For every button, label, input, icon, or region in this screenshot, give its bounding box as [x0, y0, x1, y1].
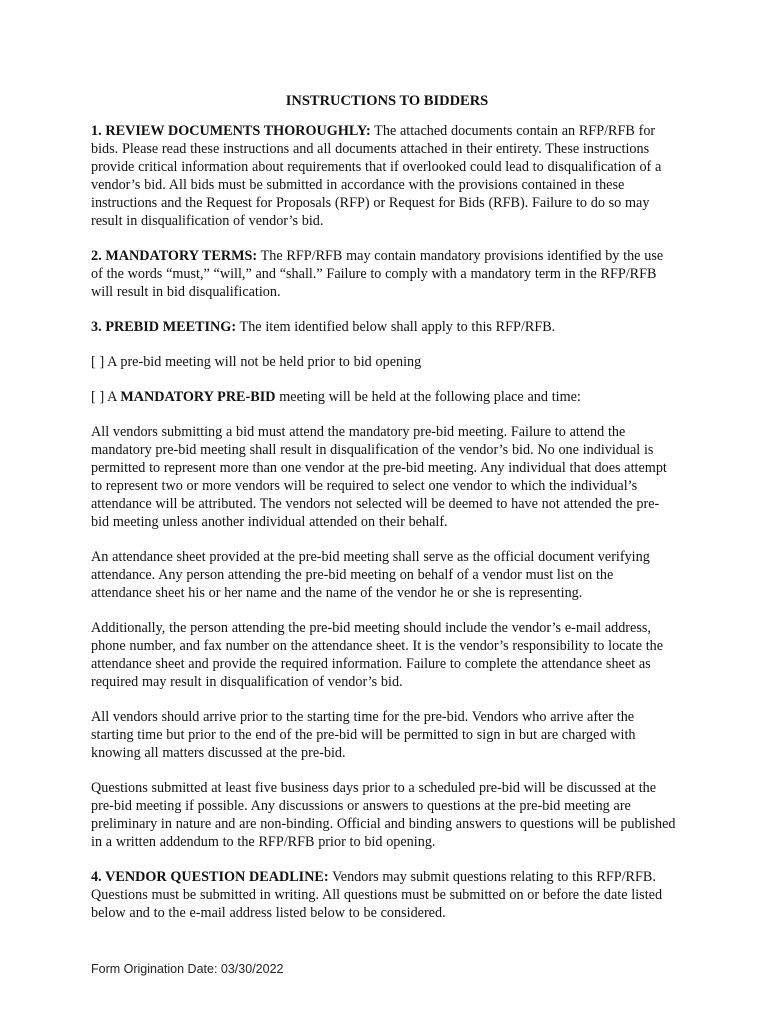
- prebid-paragraph-contact-info: Additionally, the person attending the pre-bid meeting should include the vendor’s e-mail address, phone number, and fax number on the attendance sheet. It is the vendor’s responsibility to locate the attendance sheet and provide the required information. Failure to complete the attendance sheet as required may result in disqualification of vendor’s bid.: [91, 620, 664, 690]
- document-body: [91, 92, 677, 937]
- option-suffix: meeting will be held at the following place and time:: [275, 389, 581, 405]
- option-prefix: [ ] A: [91, 389, 121, 405]
- form-origination-footer: Form Origination Date: 03/30/2022: [91, 962, 284, 976]
- prebid-paragraph-questions: Questions submitted at least five business days prior to a scheduled pre-bid will be discussed at the pre-bid meeting if possible. Any discussions or answers to questions at the pre-bid meeting are preliminary in nature and are non-binding. Official and binding answers to questions will be published in a written addendum to the RFP/RFB prior to bid opening.: [91, 780, 676, 850]
- section-heading: 4. VENDOR QUESTION DEADLINE:: [91, 869, 329, 885]
- section-heading: 3. PREBID MEETING:: [91, 319, 237, 335]
- section-mandatory-terms: [91, 247, 677, 301]
- section-text: The attached documents contain an RFP/RFB for bids. Please read these instructions and all documents attached in their entirety. These instructions provide critical information about requirements that if overlooked could lead to disqualification of a vendor’s bid. All bids must be submitted in accordance with the provisions contained in these instructions and the Request for Proposals (RFP) or Request for Bids (RFB). Failure to do so may result in disqualification of vendor’s bid.: [91, 123, 662, 229]
- prebid-option-not-held: [ ] A pre-bid meeting will not be held prior to bid opening: [91, 354, 422, 370]
- section-text: The RFP/RFB may contain mandatory provisions identified by the use of the words “must,” “will,” and “shall.” Failure to comply with a mandatory term in the RFP/RFB will result in bid disqualification.: [91, 248, 664, 300]
- section-text: Vendors may submit questions relating to this RFP/RFB. Questions must be submitted in writing. All questions must be submitted on or before the date listed below and to the e-mail address listed below to be considered.: [91, 869, 663, 921]
- prebid-paragraph-attendance-sheet: An attendance sheet provided at the pre-bid meeting shall serve as the official document verifying attendance. Any person attending the pre-bid meeting on behalf of a vendor must list on the attendance sheet his or her name and the name of the vendor he or she is representing.: [91, 549, 650, 601]
- section-heading: 1. REVIEW DOCUMENTS THOROUGHLY:: [91, 123, 371, 139]
- prebid-paragraph-arrival: All vendors should arrive prior to the starting time for the pre-bid. Vendors who arrive after the starting time but prior to the end of the pre-bid will be permitted to sign in but are charged with knowing all matters discussed at the pre-bid.: [91, 709, 636, 761]
- section-heading: 2. MANDATORY TERMS:: [91, 248, 258, 264]
- prebid-paragraph-attendance: All vendors submitting a bid must attend the mandatory pre-bid meeting. Failure to attend the mandatory pre-bid meeting shall result in disqualification of the vendor’s bid. No one individual is permitted to represent more than one vendor at the pre-bid meeting. Any individual that does attempt to represent two or more vendors will be required to select one vendor to which the individual’s attendance will be attributed. The vendors not selected will be deemed to have not attended the pre-bid meeting unless another individual attended on their behalf.: [91, 424, 667, 530]
- section-vendor-question-deadline: [91, 868, 677, 922]
- section-prebid-meeting: [91, 318, 677, 336]
- prebid-option-mandatory: [91, 388, 677, 406]
- option-bold: MANDATORY PRE-BID: [120, 389, 276, 405]
- section-review-documents: [91, 122, 677, 230]
- document-title: INSTRUCTIONS TO BIDDERS: [285, 93, 489, 109]
- section-text: The item identified below shall apply to this RFP/RFB.: [236, 319, 556, 335]
